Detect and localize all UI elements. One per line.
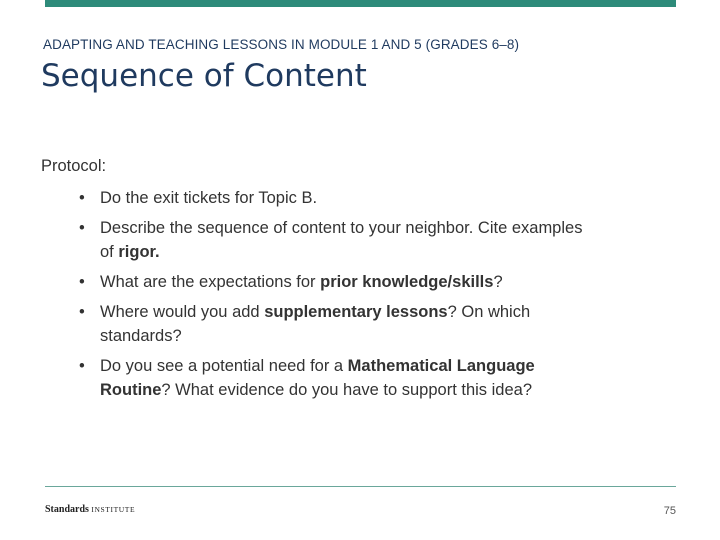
bullet-text: Describe the sequence of content to your neighbor. Cite examples of xyxy=(100,219,583,261)
slide-kicker: ADAPTING AND TEACHING LESSONS IN MODULE 1 AND 5 (GRADES 6–8) xyxy=(43,37,520,52)
protocol-bullet-item xyxy=(79,186,599,210)
bullet-text: ? On which standards? xyxy=(100,303,531,345)
protocol-bullet-item xyxy=(79,354,599,402)
bullet-dot-icon: • xyxy=(79,357,85,375)
protocol-bullet-item xyxy=(79,270,599,294)
protocol-bullet-list xyxy=(79,186,599,408)
bullet-emphasis-text: prior knowledge/skills xyxy=(320,273,494,291)
protocol-colon: : xyxy=(101,157,107,175)
bullet-text: Do you see a potential need for a xyxy=(100,357,348,375)
logo-word-standards: Standards xyxy=(45,504,89,515)
page-number: 75 xyxy=(663,505,676,517)
logo-word-institute: INSTITUTE xyxy=(91,505,136,514)
protocol-heading xyxy=(41,157,106,176)
bullet-dot-icon: • xyxy=(79,219,85,237)
standards-institute-logo xyxy=(45,504,135,515)
bullet-text: ? What evidence do you have to support this idea? xyxy=(161,381,532,399)
bullet-dot-icon: • xyxy=(79,273,85,291)
protocol-label: Protocol xyxy=(41,157,102,175)
protocol-bullet-item xyxy=(79,300,599,348)
slide-title: Sequence of Content xyxy=(41,58,367,94)
bullet-text: What are the expectations for xyxy=(100,273,321,291)
protocol-bullet-item xyxy=(79,216,599,264)
bullet-emphasis-text: Mathematical Language Routine xyxy=(100,357,535,399)
bullet-emphasis-text: supplementary lessons xyxy=(264,303,448,321)
footer-divider xyxy=(45,486,676,487)
bullet-text: Do the exit tickets for Topic B. xyxy=(100,189,318,207)
top-accent-bar xyxy=(45,0,676,7)
bullet-dot-icon: • xyxy=(79,303,85,321)
bullet-text: Where would you add xyxy=(100,303,265,321)
bullet-emphasis-text: rigor. xyxy=(118,243,160,261)
bullet-dot-icon: • xyxy=(79,189,85,207)
bullet-text: ? xyxy=(493,273,503,291)
